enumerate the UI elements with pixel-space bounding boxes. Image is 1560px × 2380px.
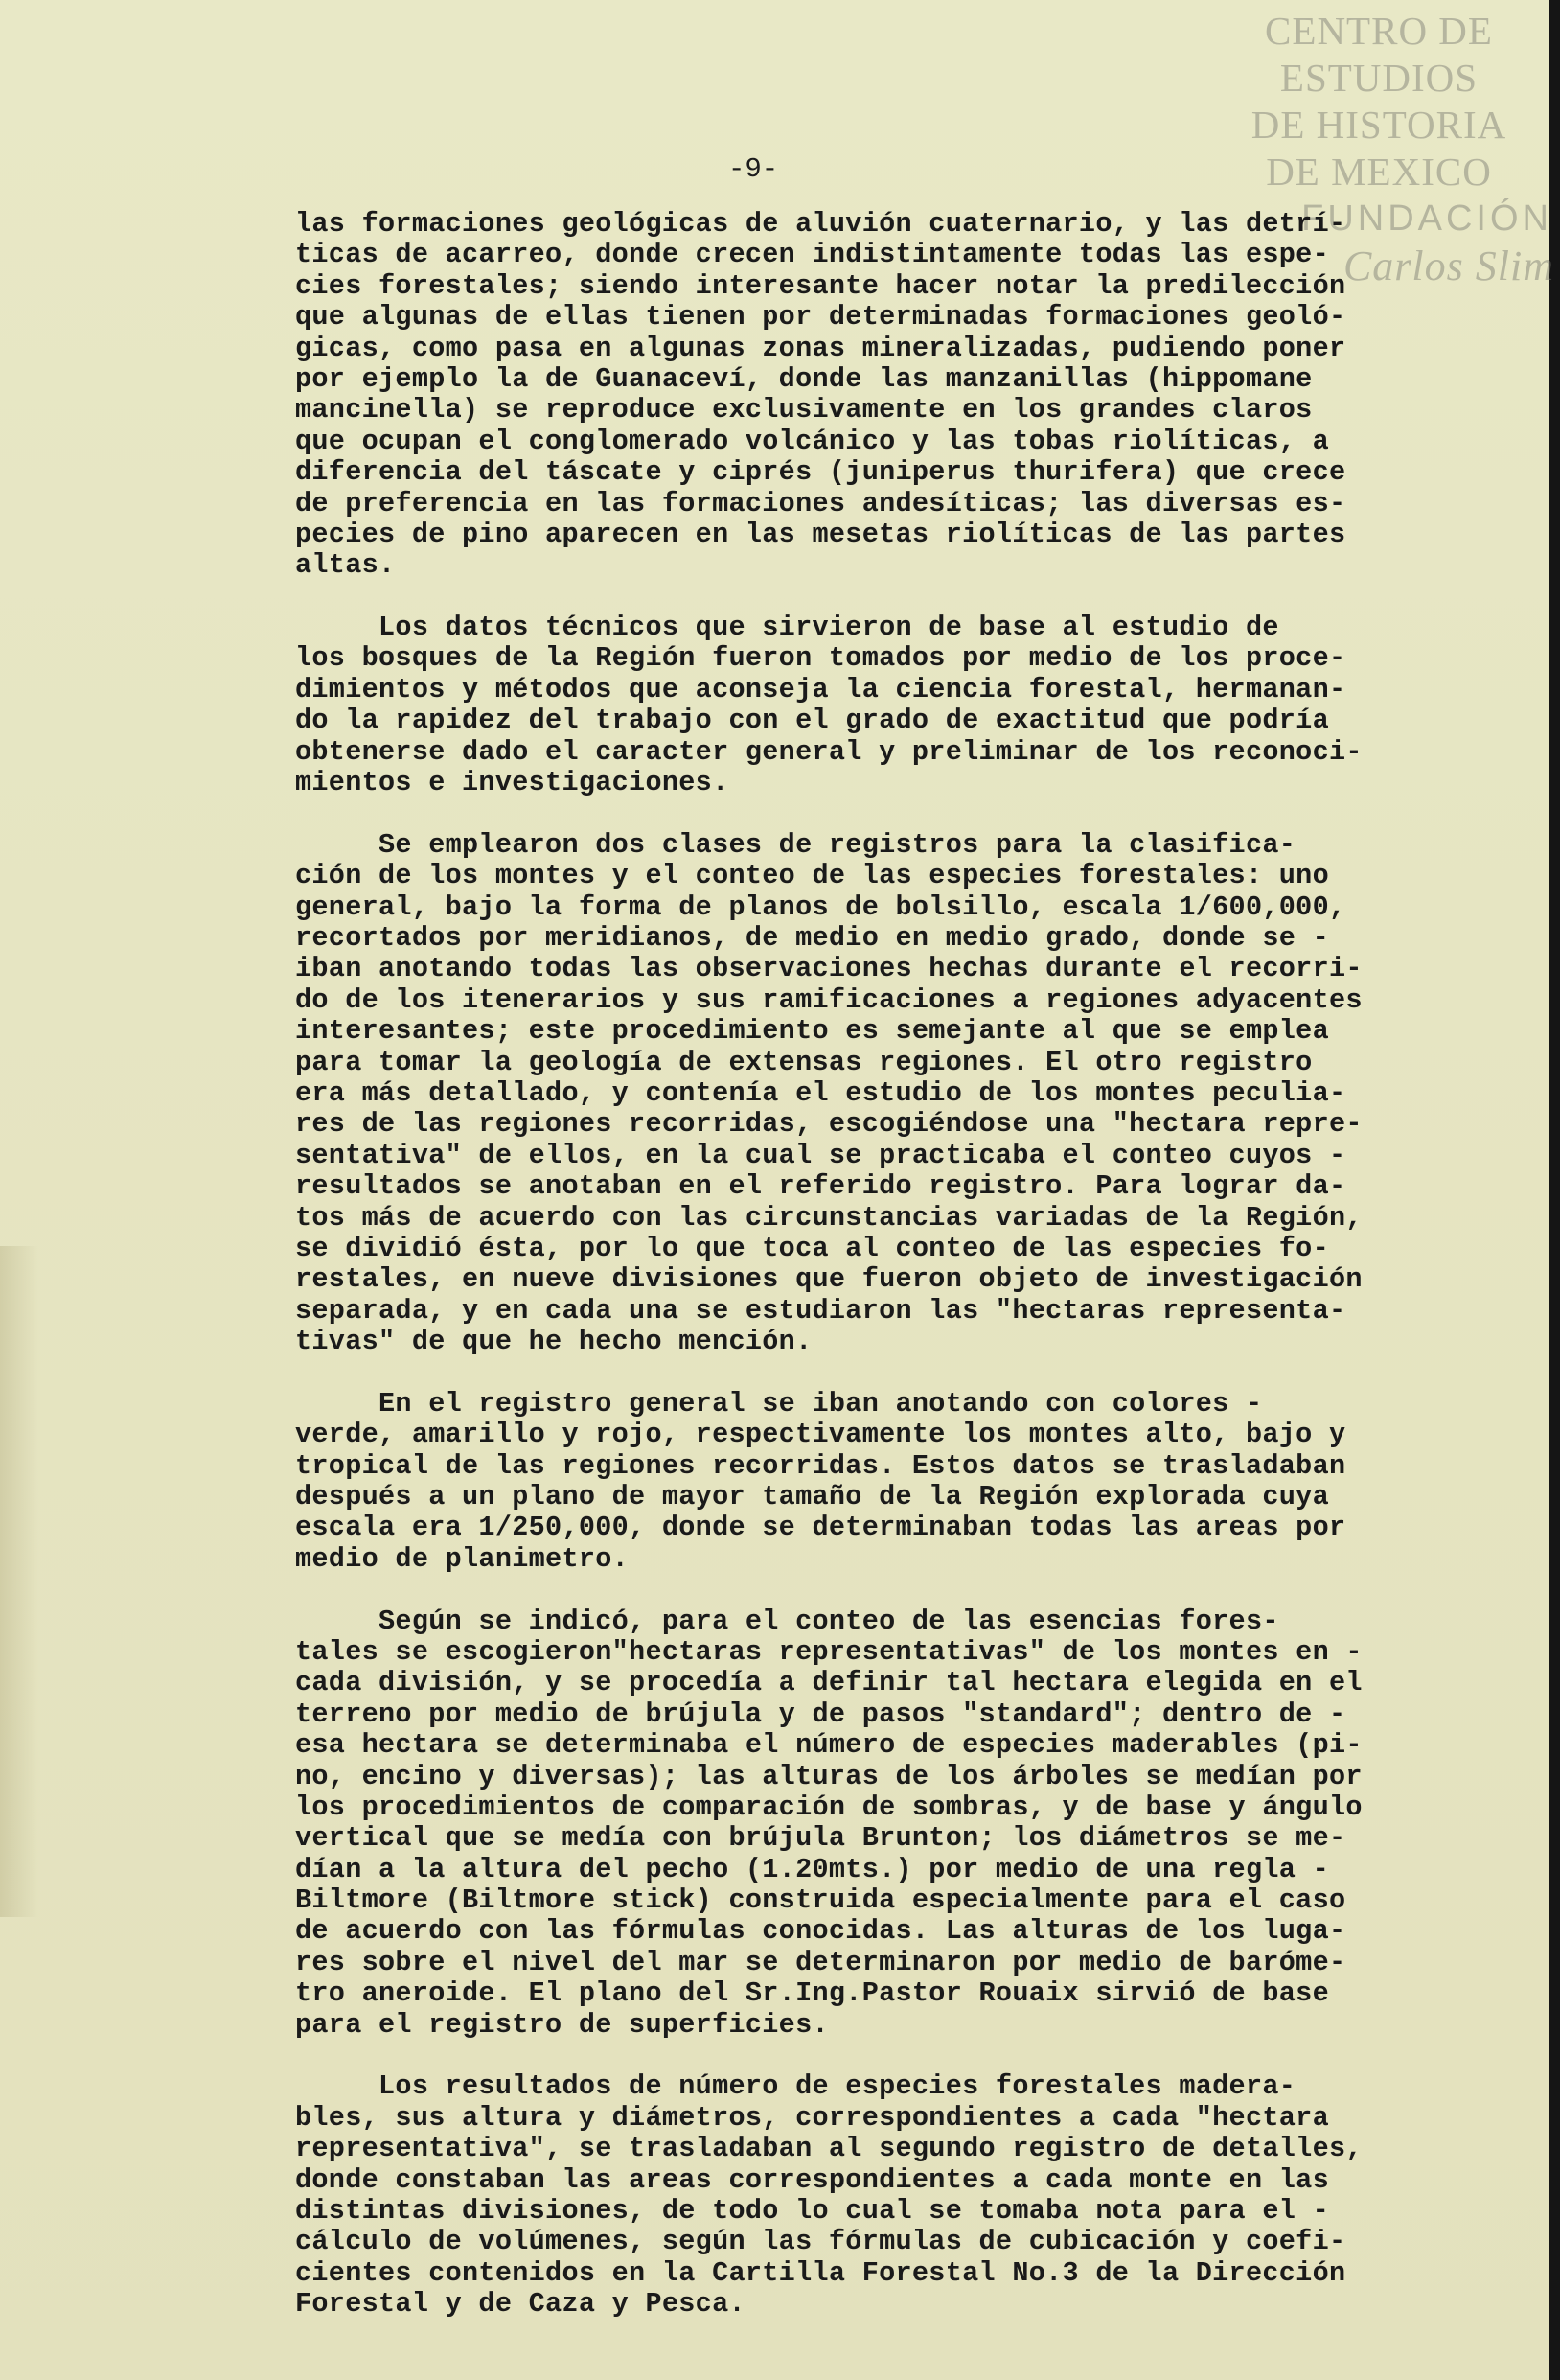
- text-line: altas.: [295, 549, 396, 582]
- text-line: después a un plano de mayor tamaño de la Región explorada cuya: [295, 1481, 1329, 1513]
- text-line: se dividió ésta, por lo que toca al conteo de las especies fo-: [295, 1232, 1329, 1264]
- text-line: para el registro de superficies.: [295, 2008, 829, 2041]
- text-line: res de las regiones recorridas, escogiéndose una "hectara repre-: [295, 1108, 1363, 1141]
- text-line: tos más de acuerdo con las circunstancias variadas de la Región,: [295, 1201, 1363, 1234]
- paragraph: [295, 612, 1488, 798]
- text-line: Forestal y de Caza y Pesca.: [295, 2288, 746, 2321]
- paragraph: [295, 830, 1488, 1358]
- watermark-signature: Carlos Slim: [1342, 243, 1554, 289]
- text-line: sentativa" de ellos, en la cual se practicaba el conteo cuyos -: [295, 1139, 1346, 1171]
- text-line: cada división, y se procedía a definir tal hectara elegida en el: [295, 1667, 1363, 1699]
- text-line: de acuerdo con las fórmulas conocidas. Las alturas de los luga-: [295, 1915, 1346, 1948]
- text-line: Según se indicó, para el conteo de las esencias fores-: [295, 1605, 1279, 1637]
- text-line: ción de los montes y el conteo de las especies forestales: uno: [295, 860, 1329, 892]
- text-line: mancinella) se reproduce exclusivamente en los grandes claros: [295, 394, 1313, 427]
- text-line: Los datos técnicos que sirvieron de base al estudio de: [295, 612, 1279, 644]
- text-line: resultados se anotaban en el referido registro. Para lograr da-: [295, 1170, 1346, 1203]
- text-line: por ejemplo la de Guanaceví, donde las manzanillas (hippomane: [295, 362, 1313, 395]
- paragraph: [295, 2071, 1488, 2320]
- watermark-line: DE HISTORIA: [1250, 103, 1507, 147]
- text-line: representativa", se trasladaban al segundo registro de detalles,: [295, 2133, 1363, 2165]
- paragraph: [295, 1606, 1488, 2041]
- text-line: Biltmore (Biltmore stick) construida especialmente para el caso: [295, 1884, 1346, 1917]
- text-line: restales, en nueve divisiones que fueron objeto de investigación: [295, 1263, 1363, 1296]
- text-line: no, encino y diversas); las alturas de los árboles se medían por: [295, 1760, 1363, 1792]
- text-line: En el registro general se iban anotando con colores -: [295, 1387, 1263, 1420]
- watermark-line: ESTUDIOS: [1279, 56, 1479, 100]
- text-line: de preferencia en las formaciones andesíticas; las diversas es-: [295, 487, 1346, 520]
- paragraph: [295, 209, 1488, 582]
- text-line: do de los itenerarios y sus ramificaciones a regiones adyacentes: [295, 983, 1363, 1016]
- text-line: donde constaban las areas correspondientes a cada monte en las: [295, 2163, 1329, 2196]
- scan-edge: [1549, 0, 1560, 2380]
- text-line: interesantes; este procedimiento es semejante al que se emplea: [295, 1015, 1329, 1048]
- text-line: Se emplearon dos clases de registros para la clasifica-: [295, 828, 1296, 861]
- text-line: diferencia del táscate y ciprés (juniperus thurifera) que crece: [295, 456, 1346, 489]
- text-line: bles, sus altura y diámetros, correspondientes a cada "hectara: [295, 2101, 1329, 2134]
- text-line: mientos e investigaciones.: [295, 767, 729, 799]
- text-line: pecies de pino aparecen en las mesetas riolíticas de las partes: [295, 518, 1346, 550]
- text-line: dían a la altura del pecho (1.20mts.) por medio de una regla -: [295, 1853, 1329, 1885]
- text-line: tivas" de que he hecho mención.: [295, 1326, 813, 1358]
- text-line: res sobre el nivel del mar se determinaron por medio de baróme-: [295, 1946, 1346, 1978]
- text-line: obtenerse dado el caracter general y preliminar de los reconoci-: [295, 735, 1363, 768]
- text-line: era más detallado, y contenía el estudio de los montes peculia-: [295, 1076, 1346, 1109]
- text-line: esa hectara se determinaba el número de especies maderables (pi-: [295, 1729, 1363, 1762]
- watermark-line: CENTRO DE: [1265, 9, 1493, 53]
- watermark-line: DE MEXICO: [1266, 150, 1492, 194]
- text-line: los bosques de la Región fueron tomados por medio de los proce-: [295, 642, 1346, 675]
- text-line: Los resultados de número de especies forestales madera-: [295, 2070, 1296, 2103]
- text-line: recortados por meridianos, de medio en medio grado, donde se -: [295, 921, 1329, 954]
- text-line: ticas de acarreo, donde crecen indistintamente todas las espe-: [295, 239, 1329, 271]
- text-line: cientes contenidos en la Cartilla Forestal No.3 de la Dirección: [295, 2256, 1346, 2289]
- text-line: distintas divisiones, de todo lo cual se tomaba nota para el -: [295, 2195, 1329, 2227]
- page-number: -9-: [728, 153, 779, 185]
- text-line: tales se escogieron"hectaras representativas" de los montes en -: [295, 1635, 1363, 1668]
- text-line: do la rapidez del trabajo con el grado de exactitud que podría: [295, 705, 1329, 737]
- text-line: que ocupan el conglomerado volcánico y las tobas riolíticas, a: [295, 425, 1329, 457]
- text-line: tro aneroide. El plano del Sr.Ing.Pastor Rouaix sirvió de base: [295, 1977, 1329, 2010]
- text-line: verde, amarillo y rojo, respectivamente los montes alto, bajo y: [295, 1419, 1346, 1451]
- text-line: cálculo de volúmenes, según las fórmulas de cubicación y coefi-: [295, 2226, 1346, 2258]
- text-line: que algunas de ellas tienen por determinadas formaciones geoló-: [295, 301, 1346, 334]
- paper-stain: [0, 1246, 38, 1917]
- text-line: separada, y en cada una se estudiaron las "hectaras representa-: [295, 1294, 1346, 1327]
- text-line: tropical de las regiones recorridas. Estos datos se trasladaban: [295, 1449, 1346, 1482]
- text-line: los procedimientos de comparación de sombras, y de base y ángulo: [295, 1791, 1363, 1823]
- watermark-foundation: FUNDACIÓN: [1301, 198, 1552, 239]
- text-line: vertical que se medía con brújula Brunton; los diámetros se me-: [295, 1822, 1346, 1855]
- text-line: iban anotando todas las observaciones hechas durante el recorri-: [295, 953, 1363, 985]
- text-line: cies forestales; siendo interesante hacer notar la predilección: [295, 269, 1346, 302]
- text-line: terreno por medio de brújula y de pasos "standard"; dentro de -: [295, 1698, 1346, 1730]
- text-line: dimientos y métodos que aconseja la ciencia forestal, hermanan-: [295, 673, 1346, 705]
- text-line: escala era 1/250,000, donde se determinaban todas las areas por: [295, 1512, 1346, 1544]
- typewritten-body: [295, 209, 1488, 2321]
- text-line: las formaciones geológicas de aluvión cuaternario, y las detrí-: [295, 208, 1346, 240]
- paragraph: [295, 1389, 1488, 1575]
- text-line: gicas, como pasa en algunas zonas mineralizadas, pudiendo poner: [295, 332, 1346, 364]
- text-line: medio de planimetro.: [295, 1542, 630, 1575]
- text-line: general, bajo la forma de planos de bolsillo, escala 1/600,000,: [295, 890, 1346, 923]
- text-line: para tomar la geología de extensas regiones. El otro registro: [295, 1046, 1313, 1078]
